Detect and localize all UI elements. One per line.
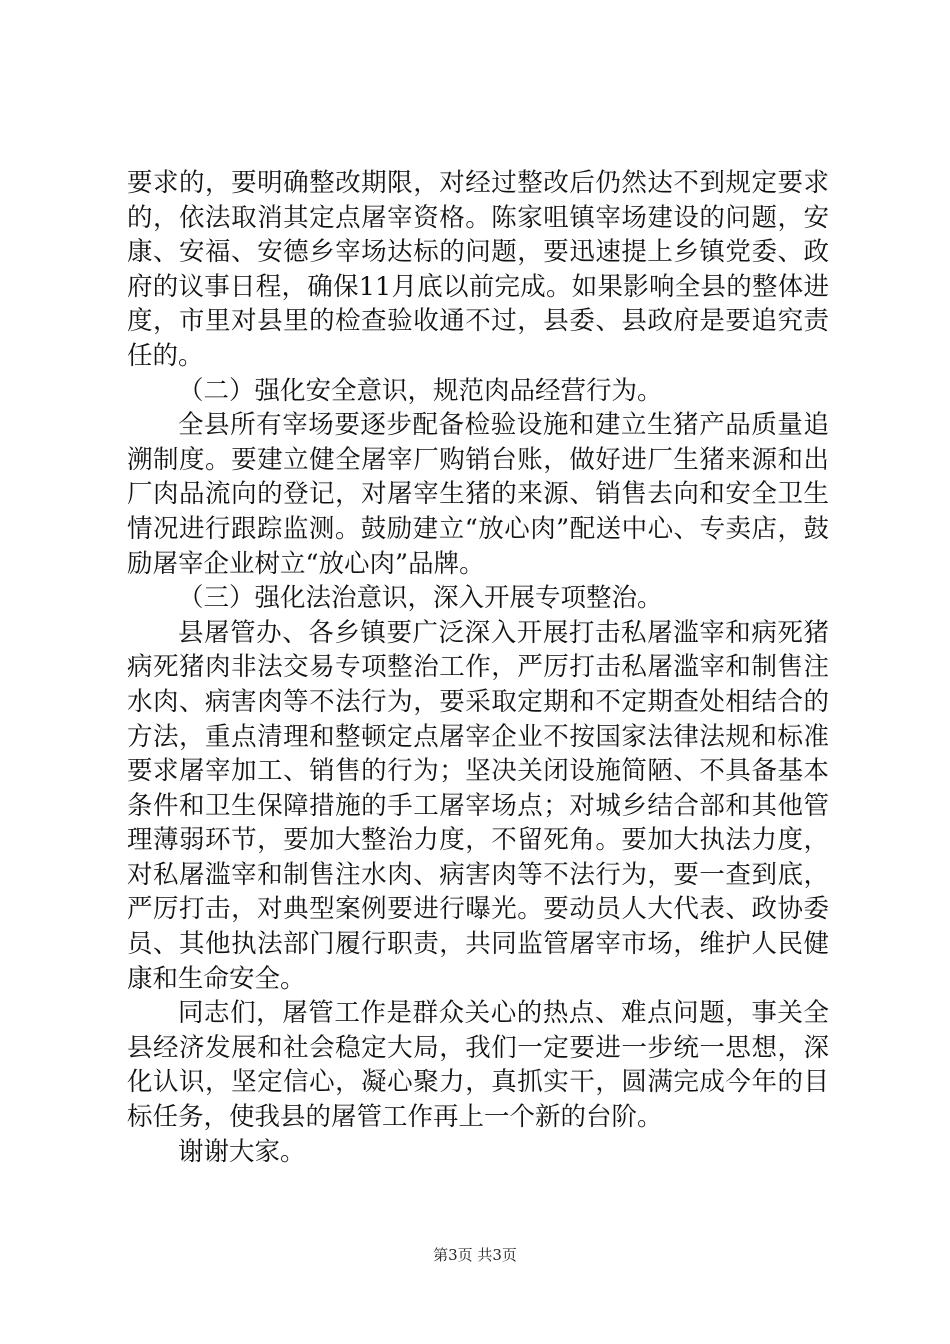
section-heading-3: （三）强化法治意识，深入开展专项整治。: [178, 583, 663, 614]
closing-remark: 谢谢大家。: [178, 1136, 306, 1167]
document-body: [127, 166, 829, 1169]
paragraph-1: 要求的，要明确整改期限，对经过整改后仍然达不到规定要求的，依法取消其定点屠宰资格。陈家咀镇宰场建设的问题，安康、安福、安德乡宰场达标的问题，要迅速提上乡镇党委、政府的议事日程，确保11月底以前完成。如果影响全县的整体进度，市里对县里的检查验收通不过，县委、县政府是要追究责任的。: [127, 168, 829, 371]
paragraph-6: 同志们，屠管工作是群众关心的热点、难点问题，事关全县经济发展和社会稳定大局，我们一定要进一步统一思想，深化认识，坚定信心，凝心聚力，真抓实干，圆满完成今年的目标任务，使我县的屠管工作再上一个新的台阶。: [127, 998, 829, 1133]
paragraph-3: 全县所有宰场要逐步配备检验设施和建立生猪产品质量追溯制度。要建立健全屠宰厂购销台账，做好进厂生猪来源和出厂肉品流向的登记，对屠宰生猪的来源、销售去向和安全卫生情况进行跟踪监测。鼓励建立“放心肉”配送中心、专卖店，鼓励屠宰企业树立“放心肉”品牌。: [127, 410, 829, 579]
paragraph-5: 县屠管办、各乡镇要广泛深入开展打击私屠滥宰和病死猪病死猪肉非法交易专项整治工作，严厉打击私屠滥宰和制售注水肉、病害肉等不法行为，要采取定期和不定期查处相结合的方法，重点清理和整顿定点屠宰企业不按国家法律法规和标准要求屠宰加工、销售的行为；坚决关闭设施简陋、不具备基本条件和卫生保障措施的手工屠宰场点；对城乡结合部和其他管理薄弱环节，要加大整治力度，不留死角。要加大执法力度，对私屠滥宰和制售注水肉、病害肉等不法行为，要一查到底，严厉打击，对典型案例要进行曝光。要动员人大代表、政协委员、其他执法部门履行职责，共同监管屠宰市场，维护人民健康和生命安全。: [127, 617, 829, 994]
page-number-footer: 第3页 共3页: [433, 1246, 517, 1264]
section-heading-2: （二）强化安全意识，规范肉品经营行为。: [178, 375, 663, 406]
